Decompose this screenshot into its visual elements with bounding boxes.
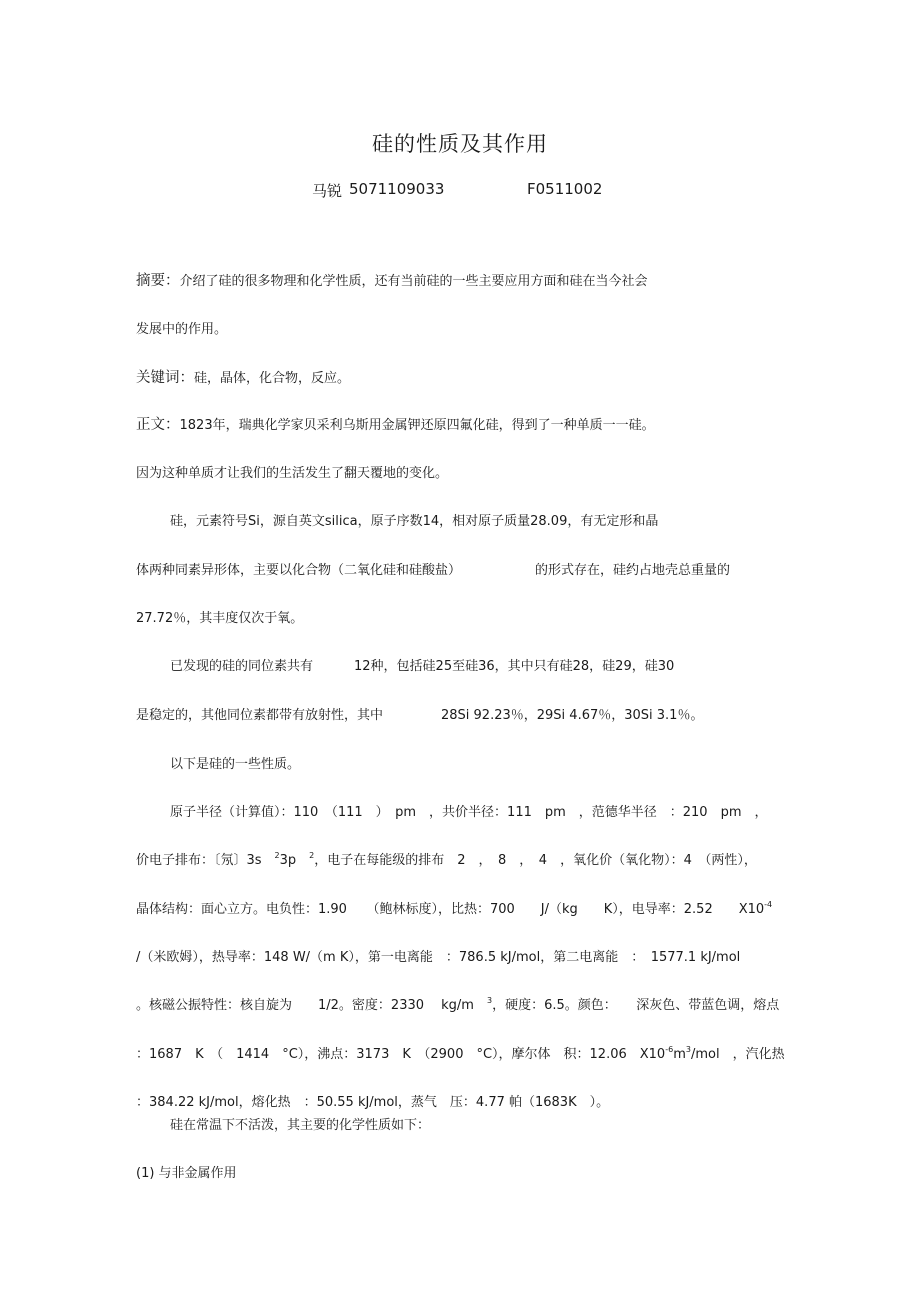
para2-line-3: 27.72％，其丰度仅次于氧。 — [136, 611, 304, 626]
para2-line-1: 硅，元素符号Si，源自英文silica，原子序数14，相对原子质量28.09，有无定形和晶 — [170, 514, 659, 529]
prop6-b: m — [673, 1047, 686, 1062]
document-title: 硅的性质及其作用 — [372, 132, 548, 156]
body-text-1: 1823年，瑞典化学家贝采利乌斯用金属钾还原四氟化硅，得到了一种单质一一硅。 — [179, 418, 655, 433]
prop3-sup: -4 — [764, 900, 773, 909]
list-item-1: (1) 与非金属作用 — [136, 1166, 237, 1181]
prop-line-3 — [136, 901, 772, 919]
abstract-text-1: 介绍了硅的很多物理和化学性质，还有当前硅的一些主要应用方面和硅在当今社会 — [179, 274, 648, 289]
prop-line-7: ：384.22 kJ/mol，熔化热 ：50.55 kJ/mol，蒸气 压：4.77 帕（1683K ）。 — [136, 1095, 610, 1110]
keywords-text: 硅，晶体，化合物，反应。 — [194, 371, 351, 386]
para3-line-2a: 是稳定的，其他同位素都带有放射性，其中 — [136, 708, 384, 723]
para4: 以下是硅的一些性质。 — [170, 757, 301, 772]
keywords-label: 关键词： — [136, 370, 194, 386]
abstract-line-2: 发展中的作用。 — [136, 322, 228, 337]
prop2-sup-2: 2 — [309, 851, 315, 860]
body-line-1 — [136, 416, 655, 435]
prop3-a: 晶体结构：面心立方。电负性：1.90 （鲍林标度），比热：700 J/（kg K），电导率：2.52 X10 — [136, 902, 765, 917]
prop2-c: ，电子在每能级的排布 2 ， 8 ， 4 ，氧化价（氧化物）：4 （两性）， — [314, 853, 757, 868]
abstract-label: 摘要： — [136, 273, 180, 289]
prop2-b: 3p — [279, 853, 310, 868]
para2-line-2b: 的形式存在，硅约占地壳总重量的 — [535, 563, 731, 578]
body-label: 正文： — [136, 417, 180, 433]
body-line-2: 因为这种单质才让我们的生活发生了翻天覆地的变化。 — [136, 466, 449, 481]
prop-line-4: /（米欧姆），热导率：148 W/（m K），第一电离能 ：786.5 kJ/mol，第二电离能 ： 1577.1 kJ/mol — [136, 950, 741, 965]
para3-line-1b: 12种，包括硅25至硅36，其中只有硅28，硅29，硅30 — [354, 659, 675, 674]
para3-line-2b: 28Si 92.23％，29Si 4.67％，30Si 3.1％。 — [441, 708, 704, 723]
class-id: F0511002 — [527, 180, 603, 198]
prop6-sup-2: 3 — [685, 1045, 691, 1054]
prop2-a: 价电子排布：〔氖〕3s — [136, 853, 275, 868]
prop-line-1: 原子半径（计算值）：110 （111 ） pm ，共价半径：111 pm ，范德华半径 ：210 pm ， — [170, 805, 768, 820]
para2-line-2a: 体两种同素异形体，主要以化合物（二氧化硅和硅酸盐） — [136, 563, 462, 578]
prop-line-5 — [136, 997, 779, 1015]
prop-line-6 — [136, 1046, 785, 1064]
prop6-a: ：1687 K （ 1414 °C），沸点：3173 K （2900 °C），摩尔体 积：12.06 X10 — [136, 1047, 666, 1062]
prop6-sup-1: -6 — [665, 1045, 674, 1054]
keywords-line — [136, 369, 350, 388]
para3-line-1a: 已发现的硅的同位素共有 — [170, 659, 314, 674]
prop5-b: ，硬度：6.5。颜色： 深灰色、带蓝色调，熔点 — [492, 998, 780, 1013]
prop-line-2 — [136, 852, 757, 870]
abstract-line-1 — [136, 272, 648, 291]
prop6-c: /mol ，汽化热 — [690, 1047, 785, 1062]
prop2-sup-1: 2 — [274, 851, 280, 860]
prop5-a: 。核磁公振特性：核自旋为 1/2。密度：2330 kg/m — [136, 998, 487, 1013]
chem-intro: 硅在常温下不活泼，其主要的化学性质如下： — [170, 1118, 431, 1133]
prop5-sup: 3 — [486, 996, 493, 1005]
student-id: 5071109033 — [349, 180, 445, 198]
author-name: 马锐 — [312, 182, 343, 200]
